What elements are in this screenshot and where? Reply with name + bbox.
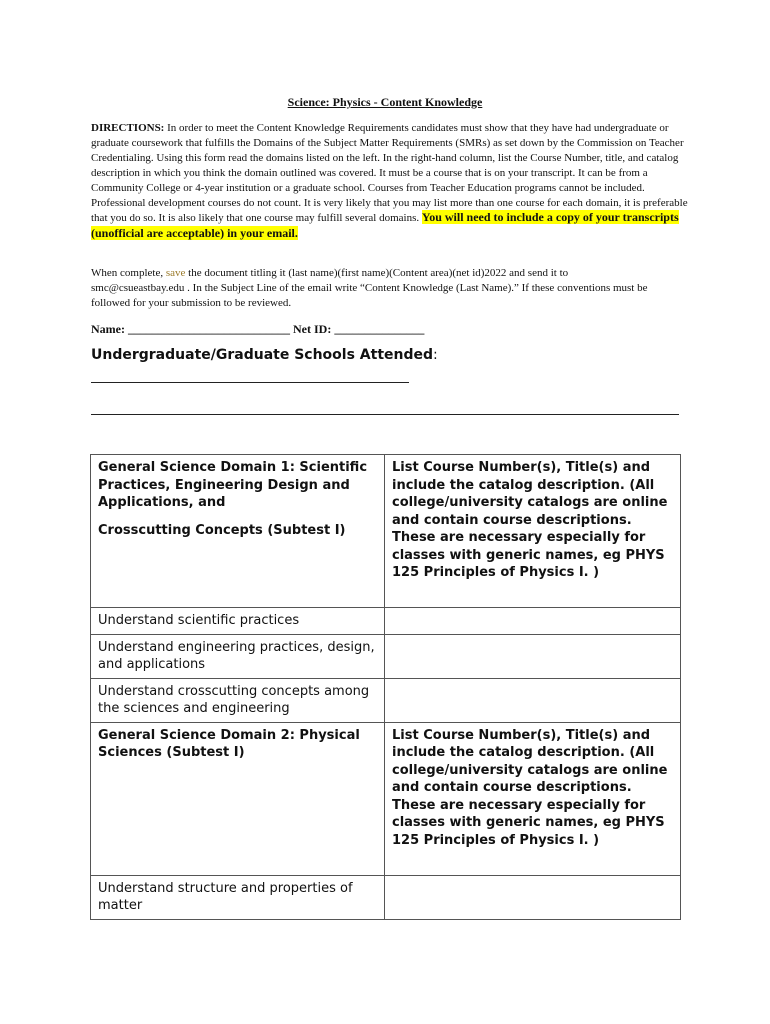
domain2-instructions-cell — [385, 722, 681, 875]
name-netid-line — [91, 322, 424, 337]
schools-colon: : — [433, 347, 438, 363]
completion-text-after: the document titling it (last name)(first name)(Content area)(net id)2022 and send it to smc@csueastbay.edu . In the Subject Line of the email write “Content Knowledge (Last Name).” If these conventions must be followed for your submission to be reviewed. — [91, 267, 648, 309]
domain2-course-cell-1[interactable] — [385, 875, 681, 919]
name-field[interactable]: : ___________________________ — [121, 322, 290, 336]
table-row — [91, 678, 681, 722]
domain1-item-2: Understand engineering practices, design, and applications — [91, 634, 385, 678]
domain1-course-cell-1[interactable] — [385, 608, 681, 635]
domain2-title: General Science Domain 2: Physical Sciences (Subtest I) — [98, 727, 360, 760]
page-title: Science: Physics - Content Knowledge — [287, 95, 483, 109]
domain1-instructions: List Course Number(s), Title(s) and include the catalog description. (All college/university catalogs are online and contain course descriptions. These are necessary especially for classes with generic names, eg PHYS 125 Principles of Physics I. ) — [392, 460, 668, 580]
schools-line-1[interactable] — [91, 382, 409, 383]
netid-field[interactable]: : _______________ — [327, 322, 425, 336]
table-row — [91, 875, 681, 919]
completion-instructions — [91, 266, 651, 311]
domain1-title-cont: Crosscutting Concepts (Subtest I) — [98, 522, 346, 538]
domain2-item-1: Understand structure and properties of matter — [91, 875, 385, 919]
domains-table — [90, 454, 681, 920]
schools-label: Undergraduate/Graduate Schools Attended — [91, 347, 434, 363]
domain1-course-cell-2[interactable] — [385, 634, 681, 678]
completion-text-before: When complete, — [91, 267, 166, 279]
domain2-header-row — [91, 722, 681, 875]
domain1-title: General Science Domain 1: Scientific Practices, Engineering Design and Applications, and — [98, 460, 368, 510]
domain1-instructions-cell — [385, 455, 681, 608]
save-word: save — [165, 267, 186, 279]
schools-attended-heading — [91, 347, 438, 363]
domain2-instructions: List Course Number(s), Title(s) and include the catalog description. (All college/university catalogs are online and contain course descriptions. These are necessary especially for classes with generic names, eg PHYS 125 Principles of Physics I. ) — [392, 727, 668, 848]
domain1-course-cell-3[interactable] — [385, 678, 681, 722]
domain2-title-cell — [91, 722, 385, 875]
domain1-title-cell — [91, 455, 385, 608]
schools-line-2[interactable] — [91, 414, 679, 415]
netid-label: Net ID — [290, 322, 328, 336]
table-row — [91, 634, 681, 678]
table-row — [91, 608, 681, 635]
directions-label: DIRECTIONS: — [91, 122, 165, 134]
domain1-item-3: Understand crosscutting concepts among the sciences and engineering — [91, 678, 385, 722]
domain1-header-row — [91, 455, 681, 608]
name-label: Name — [91, 322, 121, 336]
directions-paragraph — [91, 121, 689, 242]
transcript-requirement-highlight: You will need to include a copy of your transcripts (unofficial are acceptable) in your email. — [91, 210, 679, 241]
directions-text: In order to meet the Content Knowledge Requirements candidates must show that they have had undergraduate or graduate coursework that fulfills the Domains of the Subject Matter Requirements (SMRs) as set down by the Commission on Teacher Credentialing. Using this form read the domains listed on the left. In the right-hand column, list the Course Number, title, and catalog description in which you think the domain outlined was covered. It must be a course that is on your transcript. It can be from a Community College or 4-year institution or a graduate school. Courses from Teacher Education programs cannot be included. Professional development courses do not count. It is very likely that you may list more than one course for each domain, it is preferable that you do so. It is also likely that one course may fulfill several domains. — [91, 122, 688, 225]
domain1-item-1: Understand scientific practices — [91, 608, 385, 635]
